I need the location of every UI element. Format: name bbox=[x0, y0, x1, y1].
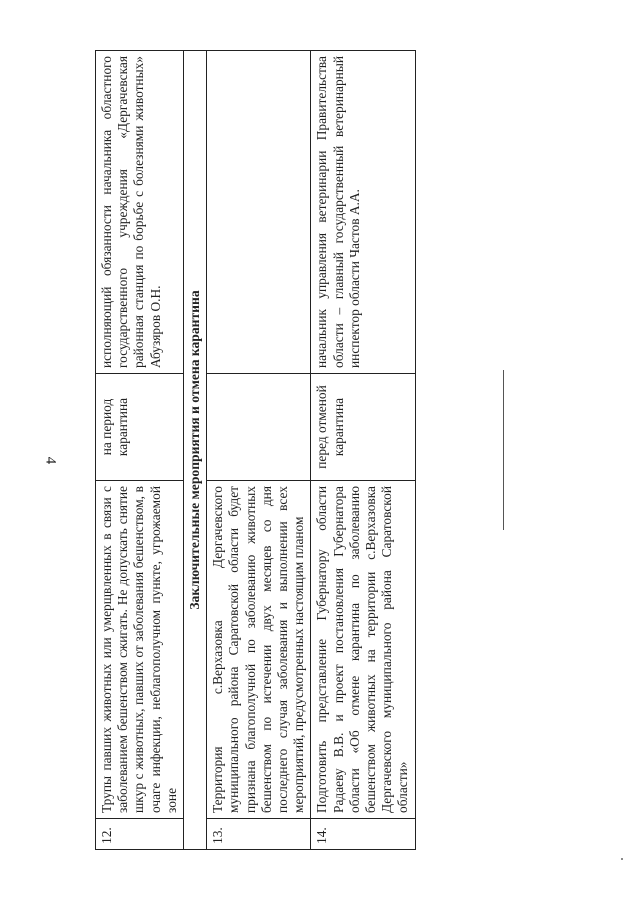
table-row bbox=[207, 51, 311, 850]
scan-speck bbox=[621, 858, 623, 860]
row-number: 12. bbox=[96, 819, 184, 850]
section-title: Заключительные мероприятия и отмена карантина bbox=[184, 51, 207, 850]
measure-term bbox=[207, 374, 311, 481]
section-row bbox=[184, 51, 207, 850]
measure-description: Подготовить представление Губернатору области Радаеву В.В. и проект постановления Губернатора области «Об отмене карантина по заболеванию бешенством животных на территории с.Верхазовка Дергачевского муниципального района Саратовской области» bbox=[311, 481, 415, 819]
measure-term: на период карантина bbox=[96, 374, 184, 481]
page-number: 4 bbox=[42, 456, 59, 465]
table-row bbox=[311, 51, 415, 850]
scan-line bbox=[503, 370, 504, 530]
measures-table bbox=[95, 50, 416, 850]
measure-responsible bbox=[207, 51, 311, 374]
measure-responsible: начальник управления ветеринарии Правительства области – главный государственный ветеринарный инспектор области Частов А.А. bbox=[311, 51, 415, 374]
table-row bbox=[96, 51, 184, 850]
row-number: 14. bbox=[311, 819, 415, 850]
rotated-table-sheet bbox=[95, 50, 410, 850]
measure-description: Трупы павших животных или умерщвленных в связи с заболеванием бешенством сжигать. Не допускать снятие шкур с животных, павших от заболевания бешенством, в очаге инфекции, неблагополучном пункте, угрожаемой зоне bbox=[96, 481, 184, 819]
row-number: 13. bbox=[207, 819, 311, 850]
measure-term: перед отменой карантина bbox=[311, 374, 415, 481]
measure-description: Территория с.Верхазовка Дергачевского муниципального района Саратовской области будет признана благополучной по заболеванию животных бешенством по истечении двух месяцев со дня последнего случая заболевания и выполнении всех мероприятий, предусмотренных настоящим планом bbox=[207, 481, 311, 819]
measure-responsible: исполняющий обязанности начальника областного государственного учреждения «Дергачевская районная станция по борьбе с болезнями животных» Абузяров О.Н. bbox=[96, 51, 184, 374]
